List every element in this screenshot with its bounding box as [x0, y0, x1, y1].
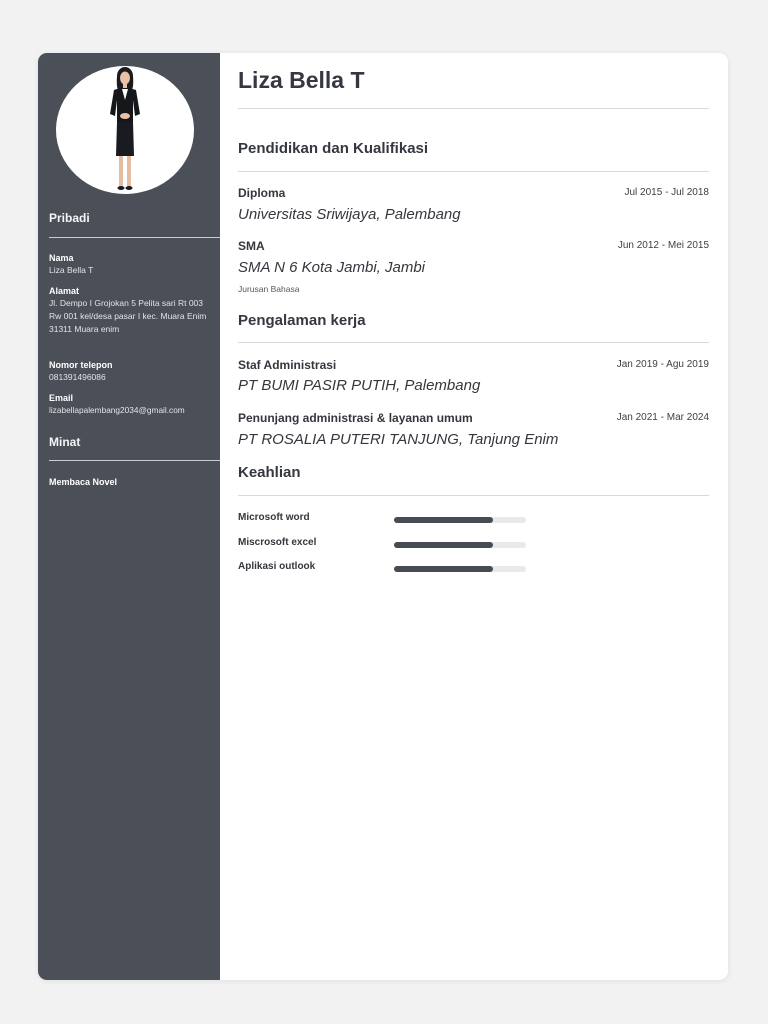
experience-dates: Jan 2021 - Mar 2024 [616, 412, 709, 423]
address-value: Jl. Dempo I Grojokan 5 Pelita sari Rt 003 Rw 001 kel/desa pasar I kec. Muara Enim [49, 298, 207, 321]
education-note: Jurusan Bahasa [238, 284, 300, 294]
experience-title: Staf Administrasi [238, 358, 337, 372]
experience-title: Penunjang administrasi & layanan umum [238, 411, 473, 425]
interest-item [49, 477, 217, 488]
candidate-name: Liza Bella T [238, 67, 365, 93]
personal-heading: Pribadi [49, 211, 90, 225]
experience-heading: Pengalaman kerja [238, 312, 366, 329]
experience-divider [238, 342, 709, 343]
phone-label: Nomor telepon [49, 360, 113, 370]
experience-dates: Jan 2019 - Agu 2019 [616, 359, 709, 370]
skill-level-fill [394, 517, 493, 523]
skills-heading: Keahlian [238, 464, 301, 481]
interest-label: Membaca Novel [49, 477, 118, 487]
interests-divider [49, 460, 220, 461]
education-school: Universitas Sriwijaya, Palembang [238, 206, 461, 223]
skill-row [238, 561, 709, 575]
skills-divider [238, 495, 709, 496]
skill-name: Miscrosoft excel [238, 537, 317, 548]
experience-company: PT BUMI PASIR PUTIH, Palembang [238, 377, 481, 394]
skill-name: Microsoft word [238, 512, 310, 523]
email-label: Email [49, 393, 74, 403]
experience-company: PT ROSALIA PUTERI TANJUNG, Tanjung Enim [238, 431, 559, 448]
sidebar [38, 53, 220, 980]
skill-level-bar [394, 566, 526, 572]
name-label: Nama [49, 253, 74, 263]
education-divider [238, 171, 709, 172]
main-content [238, 53, 709, 980]
skill-level-bar [394, 542, 526, 548]
education-title: Diploma [238, 186, 286, 200]
name-divider [238, 108, 709, 109]
education-dates: Jul 2015 - Jul 2018 [624, 187, 709, 198]
address-label: Alamat [49, 286, 80, 296]
personal-divider [49, 237, 220, 238]
interests-heading: Minat [49, 435, 81, 449]
phone-value: 081391496086 [49, 372, 106, 382]
profile-photo [56, 66, 194, 194]
skill-level-fill [394, 542, 493, 548]
person-figure-icon [56, 66, 194, 194]
skill-row [238, 537, 709, 551]
email-value: lizabellapalembang2034@gmail.com [49, 405, 185, 415]
education-title: SMA [238, 239, 265, 253]
email-field [49, 393, 217, 417]
address-postal: 31311 Muara enim [49, 324, 120, 334]
education-dates: Jun 2012 - Mei 2015 [617, 240, 709, 251]
address-field [49, 286, 217, 336]
name-field [49, 253, 217, 277]
education-heading: Pendidikan dan Kualifikasi [238, 140, 429, 157]
education-school: SMA N 6 Kota Jambi, Jambi [238, 259, 426, 276]
skill-level-bar [394, 517, 526, 523]
phone-field [49, 360, 217, 384]
resume-page [38, 53, 728, 980]
skill-name: Aplikasi outlook [238, 561, 316, 572]
skill-level-fill [394, 566, 493, 572]
name-value: Liza Bella T [49, 265, 94, 275]
skill-row [238, 512, 709, 526]
